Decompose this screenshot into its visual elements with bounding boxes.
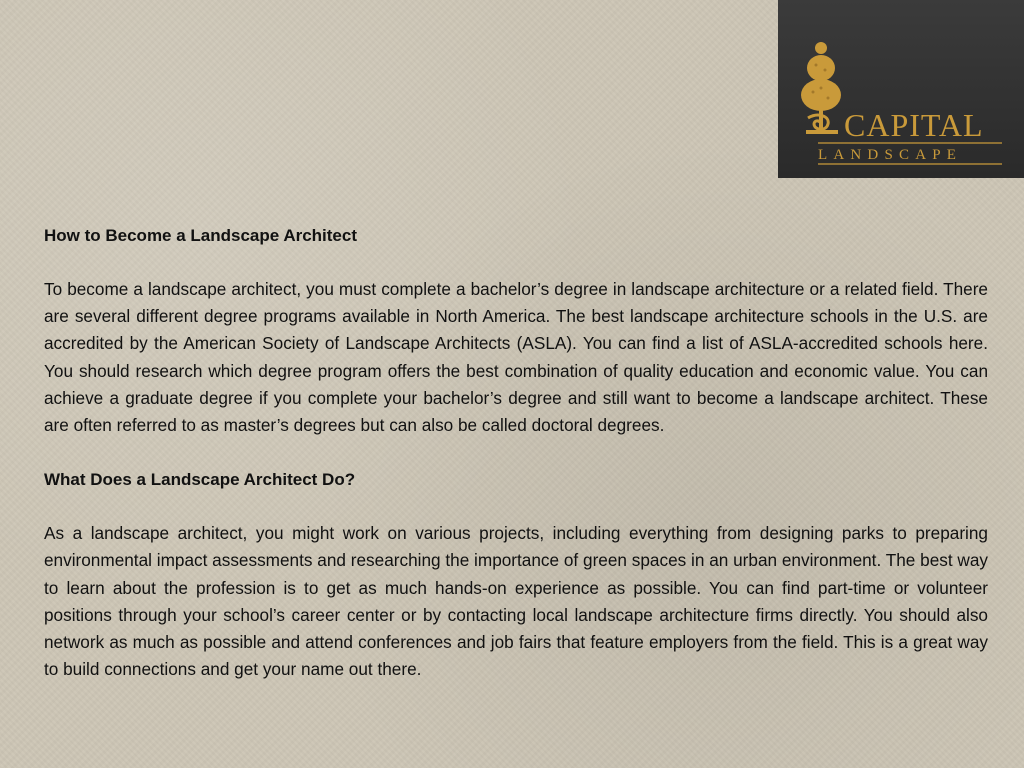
logo-name-line1: CAPITAL xyxy=(844,107,984,143)
topiary-logo-icon xyxy=(778,0,1024,178)
section-heading-how-to-become: How to Become a Landscape Architect xyxy=(44,226,358,245)
section-body-what-does: As a landscape architect, you might work on various projects, including everything from designing parks to preparing environmental impact assessments and researching the importance of green spaces in an urban environment. The best way to learn about the profession is to get as much hands-on experience as possible. You can find part-time or volunteer positions through your school’s career center or by contacting local landscape architecture firms directly. You should also network as much as possible and attend conferences and job fairs that feature employers from the field. This is a great way to build connections and get your name out there. xyxy=(44,523,988,680)
logo-name-line2: LANDSCAPE xyxy=(818,147,963,163)
article xyxy=(44,222,988,683)
section-body-how-to-become: To become a landscape architect, you must complete a bachelor’s degree in landscape architecture or a related field. There are several different degree programs available in North America. The best landscape architecture schools in the U.S. are accredited by the American Society of Landscape Architects (ASLA). You can find a list of ASLA-accredited schools here. You should research which degree program offers the best combination of quality education and economic value. You can achieve a graduate degree if you complete your bachelor’s degree and still want to become a landscape architect. These are often referred to as master’s degrees but can also be called doctoral degrees. xyxy=(44,279,988,436)
section-heading-what-does: What Does a Landscape Architect Do? xyxy=(44,470,356,490)
company-logo xyxy=(778,0,1024,178)
